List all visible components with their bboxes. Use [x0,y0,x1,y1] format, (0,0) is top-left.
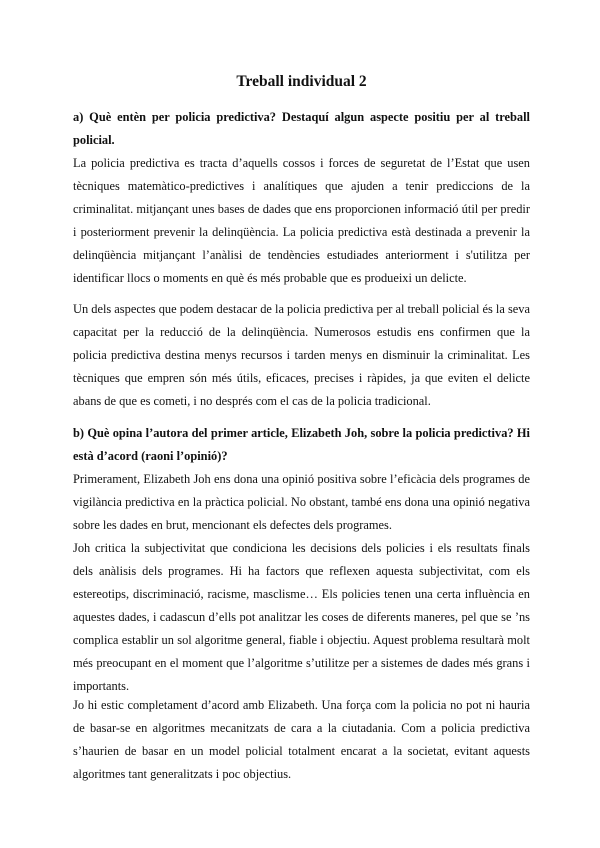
question-b: b) Què opina l’autora del primer article, Elizabeth Joh, sobre la policia predictiva? Hi està d’acord (raoni l’opinió)? [73,426,530,463]
paragraph-b3: Jo hi estic completament d’acord amb Elizabeth. Una força com la policia no pot ni hauria de basar-se en algoritmes mecanitzats de cara a la ciutadania. Com a policia predictiva s’haurien de basar en un model policial totalment encarat a la societat, evitant aquests algoritmes tant generalitzats i poc objectius. [73,698,530,781]
paragraph-a1: La policia predictiva es tracta d’aquells cossos i forces de seguretat de l’Estat que usen tècniques matemàtico-predictives i analítiques que ajuden a tenir prediccions de la criminalitat. mitjançant unes bases de dades que ens proporcionen informació útil per predir i posteriorment prevenir la delinqüència. La policia predictiva està destinada a prevenir la delinqüència mitjançant l’anàlisi de tendències estudiades anteriorment i s'utilitza per identificar llocs o moments en què és més probable que es produeixi un delicte. [73,156,530,285]
paragraph-b2: Joh critica la subjectivitat que condiciona les decisions dels policies i els resultats finals dels anàlisis dels programes. Hi ha factors que reflexen aquesta subjectivitat, com els estereotips, discriminació, racisme, masclisme… Els policies tenen una certa influència en aquestes dades, i cadascun d’ells pot analitzar les coses de diferents maneres, pel que se ’ns complica establir un sol algoritme general, fiable i objectiu. Aquest problema resultarà molt més preocupant en el moment que l’algoritme s’utilitze per a sistemes de dades més grans i importants. [73,541,530,693]
paragraph-b1: Primerament, Elizabeth Joh ens dona una opinió positiva sobre l’eficàcia dels programes de vigilància predictiva en la pràctica policial. No obstant, també ens dona una opinió negativa sobre les dades en brut, mencionant els defectes dels programes. [73,472,530,532]
question-a: a) Què entèn per policia predictiva? Destaquí algun aspecte positiu per al treball policial. [73,110,530,147]
page-title: Treball individual 2 [236,73,367,90]
paragraph-a2: Un dels aspectes que podem destacar de la policia predictiva per al treball policial és la seva capacitat per la reducció de la delinqüència. Numerosos estudis ens confirmen que la policia predictiva destina menys recursos i tarden menys en disminuir la criminalitat. Les tècniques que empren són més útils, eficaces, precises i ràpides, ja que eviten el delicte abans de que es cometi, i no després com el cas de la policia tradicional. [73,302,530,408]
